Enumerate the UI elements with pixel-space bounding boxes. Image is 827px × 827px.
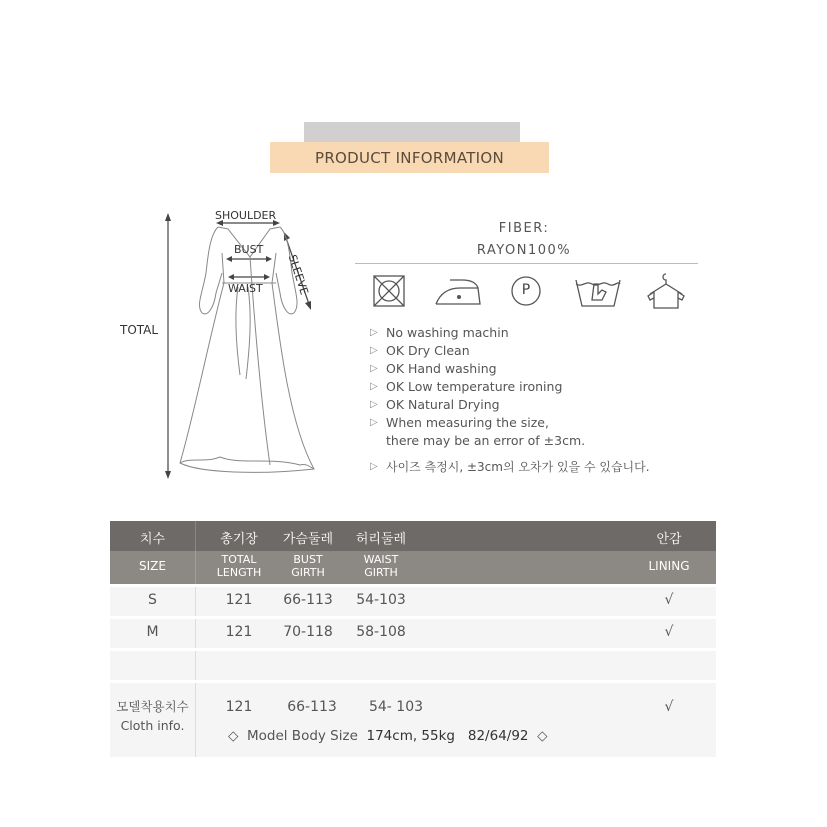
- label-waist: WAIST: [228, 282, 263, 295]
- cell-size: S: [148, 592, 157, 608]
- size-table-header-en: [110, 551, 716, 584]
- care-note: ▷ OK Hand washing: [370, 361, 497, 376]
- head-waist-ko: 허리둘레: [355, 532, 407, 547]
- fiber-divider: [355, 263, 698, 264]
- korean-note: ▷ 사이즈 측정시, ±3cm의 오차가 있을 수 있습니다.: [370, 460, 650, 474]
- table-row: [110, 619, 716, 648]
- dry-clean-p-icon: [502, 270, 550, 314]
- diamond-icon: ◇: [228, 728, 239, 744]
- model-body-size: ◇ Model Body Size 174cm, 55kg 82/64/92 ◇: [228, 728, 548, 744]
- cell-total: 121: [225, 699, 253, 715]
- head-bust-ko: 가슴둘레: [282, 532, 334, 547]
- bullet-icon: ▷: [370, 461, 378, 472]
- cell-lining: √: [664, 699, 674, 715]
- cell-total: 121: [225, 624, 253, 640]
- label-shoulder: SHOULDER: [215, 209, 277, 222]
- no-wash-icon: [366, 270, 414, 314]
- table-row-empty: [110, 651, 716, 680]
- care-note: ▷ OK Low temperature ironing: [370, 379, 563, 394]
- cell-waist: 54- 103: [368, 699, 424, 715]
- hang-dry-icon: [640, 270, 688, 314]
- head-size-ko: 치수: [139, 532, 166, 547]
- size-table-header-ko: [110, 521, 716, 551]
- care-note: ▷ No washing machin: [370, 325, 509, 340]
- fiber-block: [470, 218, 578, 262]
- cell-bust: 66-113: [287, 699, 337, 715]
- bullet-icon: ▷: [370, 417, 378, 428]
- cell-waist: 54-103: [356, 592, 406, 608]
- label-bust: BUST: [234, 243, 264, 256]
- head-lining-en: LINING: [648, 559, 690, 573]
- diamond-icon: ◇: [537, 728, 548, 744]
- bullet-icon: ▷: [370, 327, 378, 338]
- table-row: [110, 587, 716, 616]
- fiber-label: FIBER:: [498, 221, 550, 236]
- dress-illustration: [110, 195, 350, 495]
- care-notes: [370, 324, 650, 476]
- head-total-en: TOTAL LENGTH: [216, 553, 262, 579]
- head-size-en: SIZE: [139, 559, 166, 573]
- fiber-value: RAYON100%: [476, 243, 572, 258]
- bullet-icon: ▷: [370, 363, 378, 374]
- cell-total: 121: [225, 592, 253, 608]
- bullet-icon: ▷: [370, 345, 378, 356]
- head-bust-en: BUST GIRTH: [291, 553, 325, 579]
- page-title: PRODUCT INFORMATION: [314, 149, 505, 167]
- dress-diagram: [110, 195, 350, 495]
- cell-waist: 58-108: [356, 624, 406, 640]
- cell-size: M: [146, 624, 159, 640]
- care-note: ▷ OK Natural Drying: [370, 397, 500, 412]
- label-total: TOTAL: [120, 323, 159, 337]
- cell-lining: √: [664, 592, 674, 608]
- bullet-icon: ▷: [370, 399, 378, 410]
- label-sleeve: SLEEVE: [285, 253, 311, 297]
- measure-note: ▷ When measuring the size, there may be an error of ±3cm.: [370, 415, 586, 448]
- head-total-ko: 총기장: [220, 532, 258, 547]
- model-label: 모델착용치수 Cloth info.: [116, 699, 189, 733]
- head-waist-en: WAIST GIRTH: [363, 553, 399, 579]
- model-info-row: [110, 683, 716, 757]
- cell-lining: √: [664, 624, 674, 640]
- iron-low-icon: [432, 270, 480, 314]
- hand-wash-icon: [572, 270, 620, 314]
- cell-bust: 66-113: [283, 592, 333, 608]
- care-note: ▷ OK Dry Clean: [370, 343, 470, 358]
- head-lining-ko: 안감: [656, 532, 682, 547]
- dry-clean-letter: P: [521, 282, 531, 298]
- cell-bust: 70-118: [283, 624, 333, 640]
- bullet-icon: ▷: [370, 381, 378, 392]
